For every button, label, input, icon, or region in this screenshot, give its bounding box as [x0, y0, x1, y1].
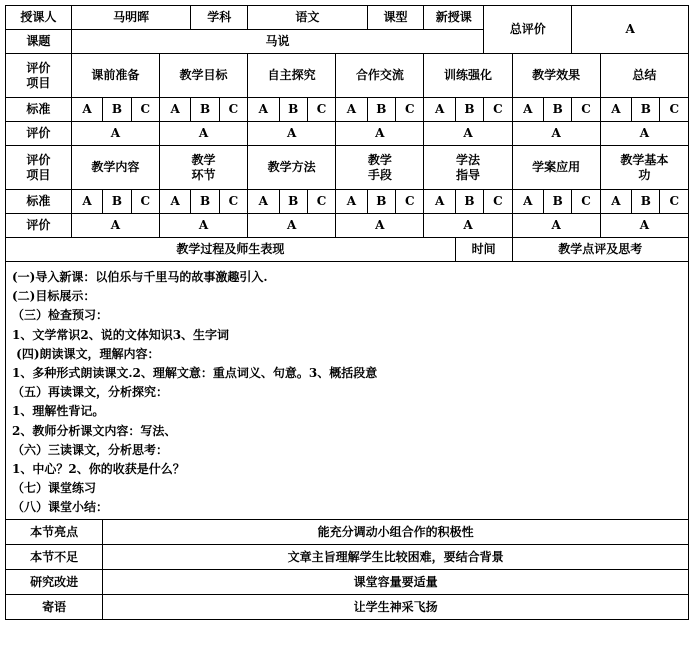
grade-a: A	[248, 190, 279, 214]
lesson-type-value: 新授课	[424, 6, 484, 30]
eval-item: 教学内容	[71, 146, 159, 190]
grade-a: A	[512, 98, 543, 122]
grade-a: A	[424, 190, 455, 214]
process-line: 1、理解性背记。	[12, 404, 105, 419]
process-line: （三）检查预习：	[12, 308, 109, 323]
grade-c: C	[219, 98, 247, 122]
grade-b: B	[279, 98, 307, 122]
grade-a: A	[159, 190, 190, 214]
grade-b: B	[191, 98, 219, 122]
eval-item: 训练强化	[424, 54, 512, 98]
improvement-value: 课堂容量要适量	[103, 570, 689, 595]
improvement-label: 研究改进	[6, 570, 103, 595]
grade-a: A	[71, 98, 102, 122]
grade-b: B	[103, 98, 131, 122]
grade-c: C	[131, 98, 159, 122]
process-line: (二)目标展示：	[12, 289, 96, 304]
grade-b: B	[103, 190, 131, 214]
eval-value: A	[71, 122, 159, 146]
eval-value: A	[600, 214, 688, 238]
eval-value: A	[600, 122, 688, 146]
process-line: 2、教师分析课文内容：写法、	[12, 423, 177, 438]
process-line: 1、文学常识2、说的文体知识3、生字词	[12, 327, 230, 342]
topic-value: 马说	[71, 30, 483, 54]
eval-item-label: 评价 项目	[6, 146, 72, 190]
subject-value: 语文	[248, 6, 368, 30]
grade-c: C	[484, 98, 512, 122]
grade-b: B	[367, 98, 395, 122]
grade-b: B	[632, 98, 660, 122]
eval-value: A	[512, 214, 600, 238]
lesson-evaluation-form	[5, 5, 689, 620]
eval-label: 评价	[6, 214, 72, 238]
teacher-label: 授课人	[6, 6, 72, 30]
eval-item: 学法 指导	[424, 146, 512, 190]
eval-item: 教学方法	[248, 146, 336, 190]
grade-a: A	[248, 98, 279, 122]
eval-item: 课前准备	[71, 54, 159, 98]
eval-value: A	[512, 122, 600, 146]
eval-value: A	[424, 122, 512, 146]
eval-label: 评价	[6, 122, 72, 146]
eval-item: 教学目标	[159, 54, 247, 98]
grade-a: A	[600, 190, 631, 214]
teaching-process-content	[6, 262, 689, 520]
grade-c: C	[307, 98, 335, 122]
message-value: 让学生神采飞扬	[103, 595, 689, 620]
grade-a: A	[71, 190, 102, 214]
grade-c: C	[484, 190, 512, 214]
eval-item: 自主探究	[248, 54, 336, 98]
time-column-header: 时间	[455, 238, 512, 262]
process-line: （六）三读课文，分析思考：	[12, 442, 169, 457]
topic-label: 课题	[6, 30, 72, 54]
grade-a: A	[512, 190, 543, 214]
grade-a: A	[159, 98, 190, 122]
grade-b: B	[279, 190, 307, 214]
process-line: （五）再读课文，分析探究：	[12, 385, 169, 400]
eval-value: A	[71, 214, 159, 238]
grade-b: B	[455, 190, 483, 214]
process-line: （七）课堂练习	[12, 481, 97, 496]
grade-b: B	[191, 190, 219, 214]
grade-a: A	[336, 190, 367, 214]
grade-a: A	[600, 98, 631, 122]
process-line: (一)导入新课：以伯乐与千里马的故事激趣引入.	[12, 270, 268, 284]
process-line: 1、多种形式朗读课文.2、理解文意：重点词义、句意。3、概括段意	[12, 365, 378, 380]
grade-a: A	[336, 98, 367, 122]
standard-label: 标准	[6, 190, 72, 214]
grade-c: C	[131, 190, 159, 214]
standard-label: 标准	[6, 98, 72, 122]
process-line: 1、中心？2、你的收获是什么？	[12, 461, 185, 476]
eval-item: 教学基本 功	[600, 146, 688, 190]
eval-item: 学案应用	[512, 146, 600, 190]
eval-item: 教学 环节	[159, 146, 247, 190]
eval-item: 合作交流	[336, 54, 424, 98]
eval-item: 教学效果	[512, 54, 600, 98]
eval-value: A	[248, 214, 336, 238]
process-line: (四)朗读课文，理解内容：	[12, 346, 160, 361]
lesson-type-label: 课型	[367, 6, 424, 30]
eval-item-label: 评价 项目	[6, 54, 72, 98]
grade-c: C	[219, 190, 247, 214]
grade-b: B	[455, 98, 483, 122]
eval-value: A	[159, 214, 247, 238]
grade-c: C	[660, 190, 689, 214]
shortcoming-label: 本节不足	[6, 545, 103, 570]
eval-value: A	[336, 122, 424, 146]
eval-item: 教学 手段	[336, 146, 424, 190]
grade-c: C	[307, 190, 335, 214]
comment-column-header: 教学点评及思考	[512, 238, 688, 262]
grade-c: C	[396, 98, 424, 122]
grade-b: B	[367, 190, 395, 214]
eval-value: A	[248, 122, 336, 146]
message-label: 寄语	[6, 595, 103, 620]
grade-c: C	[660, 98, 689, 122]
teacher-name: 马明晖	[71, 6, 191, 30]
grade-a: A	[424, 98, 455, 122]
grade-c: C	[572, 98, 600, 122]
eval-value: A	[424, 214, 512, 238]
eval-value: A	[159, 122, 247, 146]
grade-b: B	[543, 98, 571, 122]
grade-b: B	[632, 190, 660, 214]
grade-c: C	[572, 190, 600, 214]
total-eval-label: 总评价	[484, 6, 572, 54]
grade-c: C	[396, 190, 424, 214]
grade-b: B	[543, 190, 571, 214]
total-eval-value: A	[572, 6, 689, 54]
highlight-label: 本节亮点	[6, 520, 103, 545]
process-line: （八）课堂小结：	[12, 500, 109, 515]
process-column-header: 教学过程及师生表现	[6, 238, 456, 262]
highlight-value: 能充分调动小组合作的积极性	[103, 520, 689, 545]
eval-value: A	[336, 214, 424, 238]
subject-label: 学科	[191, 6, 248, 30]
eval-item: 总结	[600, 54, 688, 98]
shortcoming-value: 文章主旨理解学生比较困难，要结合背景	[103, 545, 689, 570]
